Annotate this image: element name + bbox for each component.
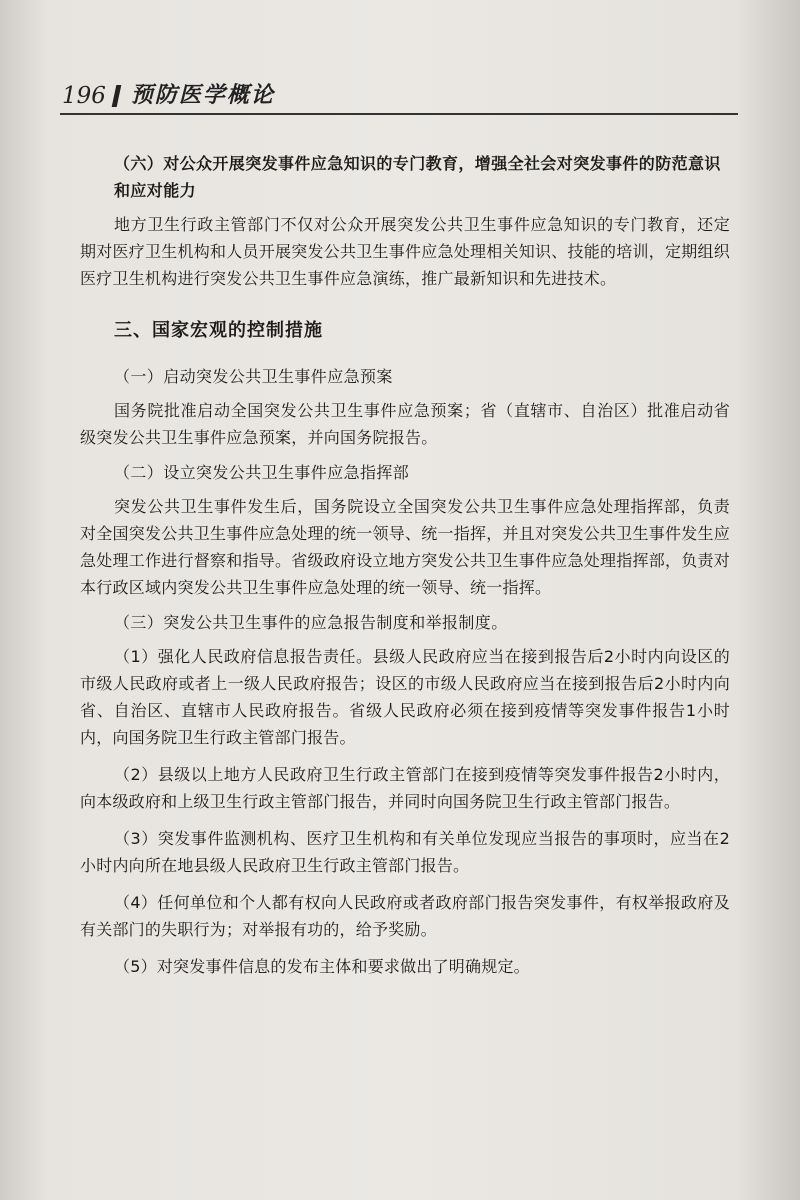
- section-6-body: 地方卫生行政主管部门不仅对公众开展突发公共卫生事件应急知识的专门教育，还定期对医疗卫生机构和人员开展突发公共卫生事件应急处理相关知识、技能的培训，定期组织医疗卫生机构进行突发公共卫生事件应急演练，推广最新知识和先进技术。: [80, 215, 731, 288]
- item-3-heading: （三）突发公共卫生事件的应急报告制度和举报制度。: [114, 613, 508, 632]
- page-content: [80, 150, 730, 990]
- item-1-body: 国务院批准启动全国突发公共卫生事件应急预案；省（直辖市、自治区）批准启动省级突发公共卫生事件应急预案，并向国务院报告。: [80, 401, 730, 447]
- list-item-5: （5）对突发事件信息的发布主体和要求做出了明确规定。: [114, 957, 530, 976]
- list-item-4: （4）任何单位和个人都有权向人民政府或者政府部门报告突发事件，有权举报政府及有关部门的失职行为；对举报有功的，给予奖励。: [80, 893, 730, 939]
- book-title: 预防医学概论: [130, 83, 275, 108]
- header-rule: [60, 113, 738, 115]
- list-item-1: （1）强化人民政府信息报告责任。县级人民政府应当在接到报告后2小时内向设区的市级人民政府或者上一级人民政府报告；设区的市级人民政府应当在接到报告后2小时内向省、自治区、直辖市人民政府报告。省级人民政府必须在接到疫情等突发事件报告1小时内，向国务院卫生行政主管部门报告。: [80, 647, 730, 747]
- list-item-2: （2）县级以上地方人民政府卫生行政主管部门在接到疫情等突发事件报告2小时内，向本级政府和上级卫生行政主管部门报告，并同时向国务院卫生行政主管部门报告。: [80, 765, 730, 811]
- section-3-title: 三、国家宏观的控制措施: [114, 320, 323, 341]
- header-separator: [112, 85, 122, 107]
- item-1-heading: （一）启动突发公共卫生事件应急预案: [114, 367, 393, 386]
- list-item-3: （3）突发事件监测机构、医疗卫生机构和有关单位发现应当报告的事项时，应当在2小时内向所在地县级人民政府卫生行政主管部门报告。: [80, 829, 730, 875]
- running-header: [62, 78, 738, 110]
- item-2-body: 突发公共卫生事件发生后，国务院设立全国突发公共卫生事件应急处理指挥部，负责对全国突发公共卫生事件应急处理的统一领导、统一指挥，并且对突发公共卫生事件发生应急处理工作进行督察和指导。省级政府设立地方突发公共卫生事件应急处理指挥部，负责对本行政区域内突发公共卫生事件应急处理的统一领导、统一指挥。: [80, 497, 731, 597]
- item-2-heading: （二）设立突发公共卫生事件应急指挥部: [114, 463, 410, 482]
- page-number: 196: [62, 83, 106, 109]
- section-6-heading: （六）对公众开展突发事件应急知识的专门教育，增强全社会对突发事件的防范意识和应对能力: [114, 154, 721, 200]
